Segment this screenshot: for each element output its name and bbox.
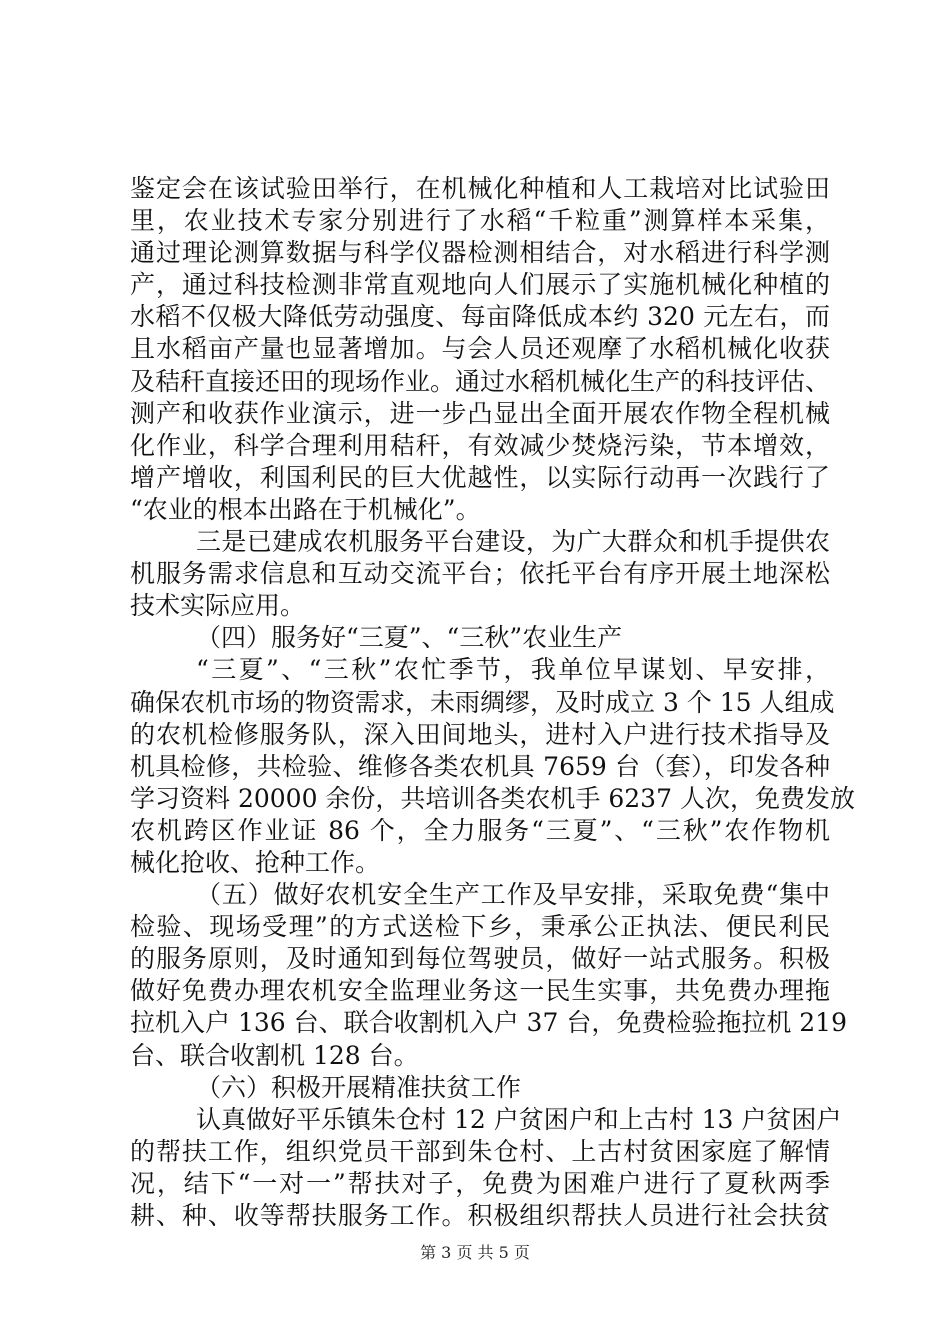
text-line: 械化抢收、抢种工作。 bbox=[130, 847, 381, 877]
text-line: 通过理论测算数据与科学仪器检测相结合，对水稻进行科学测 bbox=[130, 238, 830, 268]
text-line: 的农机检修服务队，深入田间地头，进村入户进行技术指导及 bbox=[130, 719, 830, 749]
text-line: 拉机入户 136 台、联合收割机入户 37 台，免费检验拖拉机 219 bbox=[130, 1008, 847, 1038]
text-line: 农机跨区作业证 86 个，全力服务“三夏”、“三秋”农作物机 bbox=[130, 815, 830, 845]
text-line: （六）积极开展精准扶贫工作 bbox=[196, 1072, 522, 1102]
text-line: 的服务原则，及时通知到每位驾驶员，做好一站式服务。积极 bbox=[130, 944, 830, 974]
text-line: （四）服务好“三夏”、“三秋”农业生产 bbox=[196, 623, 623, 653]
text-line: 确保农机市场的物资需求，未雨绸缪，及时成立 3 个 15 人组成 bbox=[130, 687, 835, 717]
text-line: 机服务需求信息和互动交流平台；依托平台有序开展土地深松 bbox=[130, 559, 830, 589]
text-line: 里，农业技术专家分别进行了水稻“千粒重”测算样本采集， bbox=[130, 206, 830, 236]
text-line: 化作业，科学合理利用秸秆，有效减少焚烧污染，节本增效， bbox=[130, 430, 830, 460]
text-line: 的帮扶工作，组织党员干部到朱仓村、上古村贫困家庭了解情 bbox=[130, 1136, 830, 1166]
document-body bbox=[130, 173, 855, 1232]
text-line: 机具检修，共检验、维修各类农机具 7659 台（套），印发各种 bbox=[130, 751, 830, 781]
text-line: 水稻不仅极大降低劳动强度、每亩降低成本约 320 元左右，而 bbox=[130, 302, 830, 332]
text-line: 且水稻亩产量也显著增加。与会人员还观摩了水稻机械化收获 bbox=[130, 334, 830, 364]
text-line: “农业的根本出路在于机械化”。 bbox=[130, 494, 481, 524]
text-line: 产，通过科技检测非常直观地向人们展示了实施机械化种植的 bbox=[130, 270, 830, 300]
text-line: 鉴定会在该试验田举行，在机械化种植和人工栽培对比试验田 bbox=[130, 174, 830, 203]
text-line: （五）做好农机安全生产工作及早安排，采取免费“集中 bbox=[196, 880, 830, 910]
text-line: 做好免费办理农机安全监理业务这一民生实事，共免费办理拖 bbox=[130, 976, 830, 1006]
page-footer: 第 3 页 共 5 页 bbox=[420, 1243, 530, 1262]
text-line: “三夏”、“三秋”农忙季节，我单位早谋划、早安排， bbox=[196, 655, 830, 685]
text-line: 及秸秆直接还田的现场作业。通过水稻机械化生产的科技评估、 bbox=[130, 366, 831, 396]
text-line: 增产增收，利国利民的巨大优越性，以实际行动再一次践行了 bbox=[130, 462, 830, 492]
text-line: 况，结下“一对一”帮扶对子，免费为困难户进行了夏秋两季 bbox=[130, 1168, 830, 1198]
text-line: 台、联合收割机 128 台。 bbox=[130, 1040, 419, 1070]
text-line: 耕、种、收等帮扶服务工作。积极组织帮扶人员进行社会扶贫 bbox=[130, 1201, 830, 1230]
text-line: 测产和收获作业演示，进一步凸显出全面开展农作物全程机械 bbox=[130, 398, 830, 428]
text-line: 学习资料 20000 余份，共培训各类农机手 6237 人次，免费发放 bbox=[130, 783, 855, 813]
text-line: 技术实际应用。 bbox=[130, 591, 306, 621]
text-line: 检验、现场受理”的方式送检下乡，秉承公正执法、便民利民 bbox=[130, 912, 830, 942]
text-line: 三是已建成农机服务平台建设，为广大群众和机手提供农 bbox=[196, 527, 830, 557]
text-line: 认真做好平乐镇朱仓村 12 户贫困户和上古村 13 户贫困户 bbox=[196, 1104, 842, 1134]
